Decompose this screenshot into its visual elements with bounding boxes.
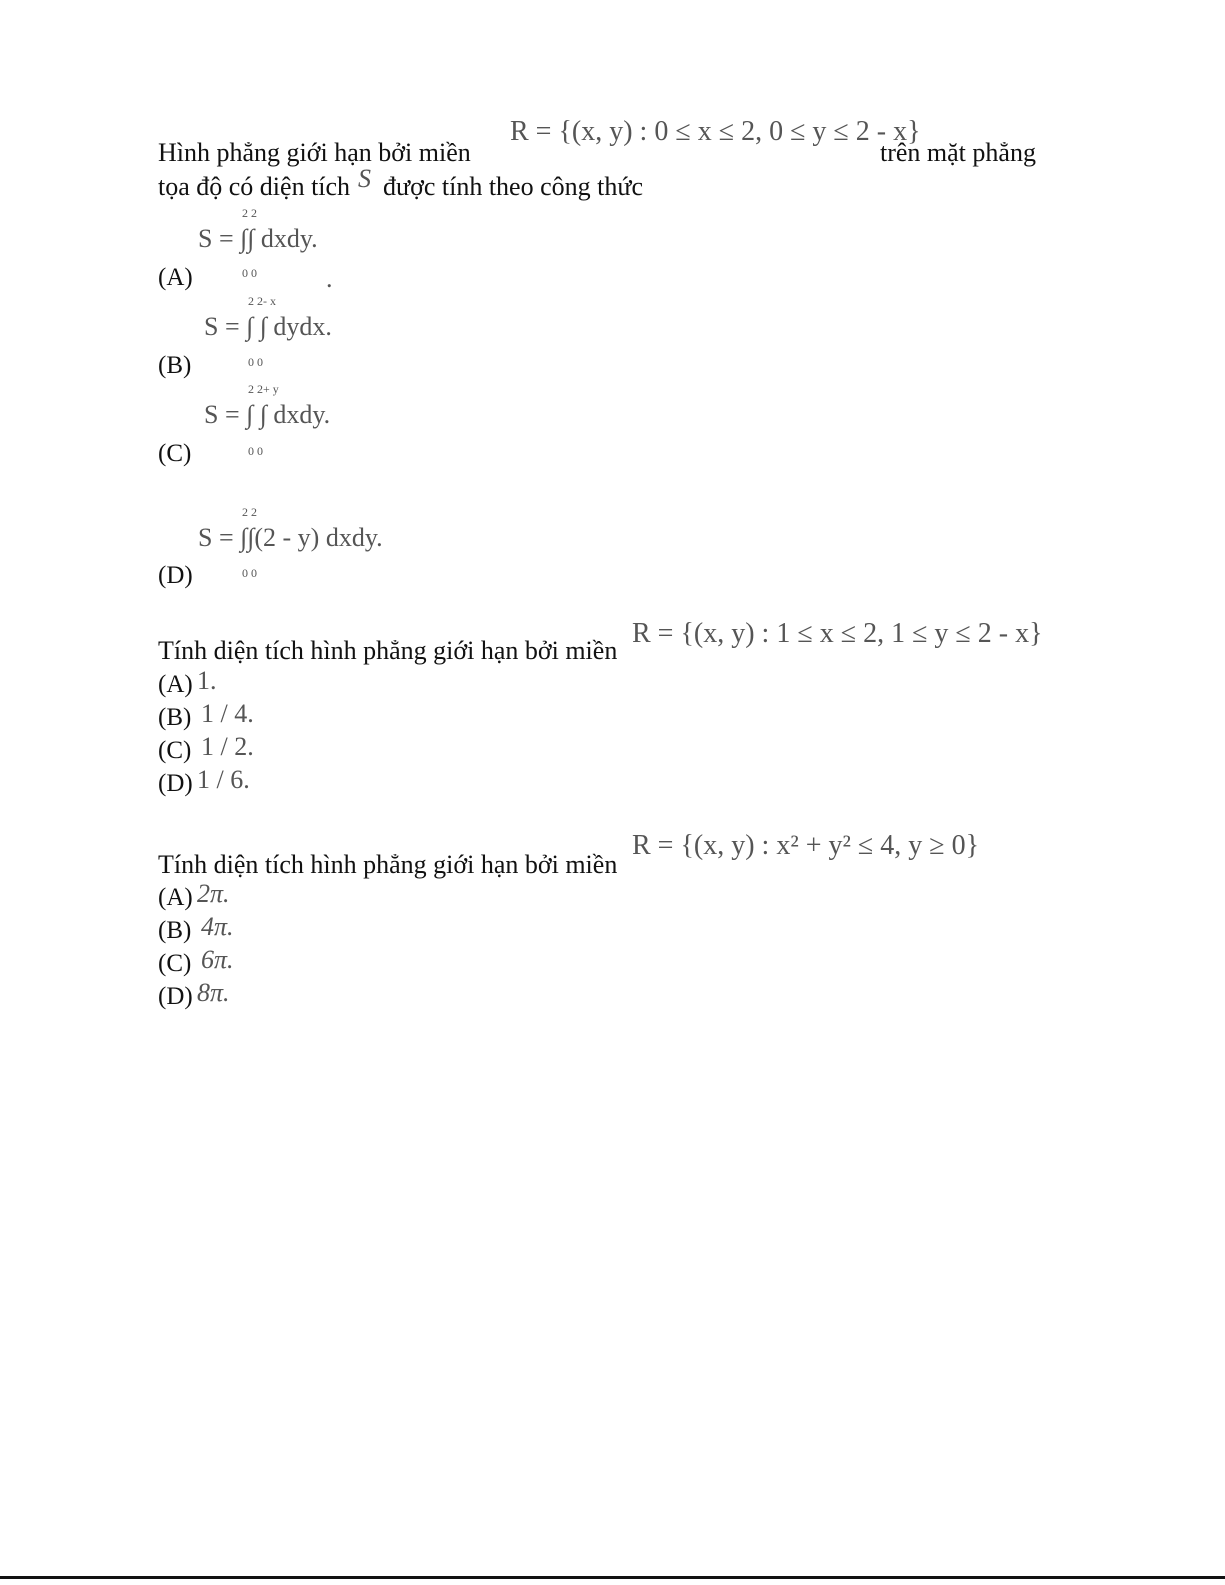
q1-option-d-formula: S = ∫∫(2 - y) dxdy. xyxy=(198,523,383,552)
q2-option-d-label: (D) xyxy=(158,770,193,797)
q1-option-d-label: (D) xyxy=(158,562,193,589)
q3-option-b-label: (B) xyxy=(158,917,192,944)
q1-option-c-lower-limits: 0 0 xyxy=(248,444,263,458)
q3-option-d-label: (D) xyxy=(158,983,193,1010)
q3-option-b-value: 4π. xyxy=(201,912,234,941)
q2-option-c-value: 1 / 2. xyxy=(201,732,254,761)
q1-symbol-s: S xyxy=(358,164,371,193)
q1-option-a-label: (A) xyxy=(158,264,193,291)
q2-option-a-value: 1. xyxy=(197,666,217,695)
q1-region: R = {(x, y) : 0 ≤ x ≤ 2, 0 ≤ y ≤ 2 - x} xyxy=(510,116,921,147)
q1-option-c-upper-limits: 2 2+ y xyxy=(248,382,279,396)
q1-line2-b: được tính theo công thức xyxy=(383,172,643,201)
q1-option-c-label: (C) xyxy=(158,440,192,467)
q1-option-b-formula: S = ∫ ∫ dydx. xyxy=(204,312,332,341)
q1-after-region: trên mặt phẳng xyxy=(880,138,1036,167)
q1-option-c-formula: S = ∫ ∫ dxdy. xyxy=(204,400,331,429)
q2-region: R = {(x, y) : 1 ≤ x ≤ 2, 1 ≤ y ≤ 2 - x} xyxy=(632,618,1043,649)
q3-option-c-value: 6π. xyxy=(201,945,234,974)
q3-region: R = {(x, y) : x² + y² ≤ 4, y ≥ 0} xyxy=(632,830,980,861)
q3-option-a-label: (A) xyxy=(158,884,193,911)
q1-option-d-lower-limits: 0 0 xyxy=(242,566,257,580)
q3-intro: Tính diện tích hình phẳng giới hạn bởi miền xyxy=(158,850,618,879)
q3-option-d-value: 8π. xyxy=(197,978,230,1007)
q1-line2-a: tọa độ có diện tích xyxy=(158,172,351,201)
q1-option-d-upper-limits: 2 2 xyxy=(242,505,257,519)
q2-option-a-label: (A) xyxy=(158,671,193,698)
q2-option-b-label: (B) xyxy=(158,704,192,731)
q2-intro: Tính diện tích hình phẳng giới hạn bởi miền xyxy=(158,636,618,665)
q1-option-b-upper-limits: 2 2- x xyxy=(248,294,276,308)
q1-option-a-lower-limits: 0 0 xyxy=(242,266,257,280)
q2-option-d-value: 1 / 6. xyxy=(197,765,250,794)
q3-option-a-value: 2π. xyxy=(197,879,230,908)
q1-option-a-trailing-dot: . xyxy=(326,264,333,293)
q3-option-c-label: (C) xyxy=(158,950,192,977)
q1-option-a-upper-limits: 2 2 xyxy=(242,206,257,220)
q1-option-b-lower-limits: 0 0 xyxy=(248,355,263,369)
q1-option-a-formula: S = ∫∫ dxdy. xyxy=(198,224,318,253)
page-bottom-border xyxy=(0,1576,1225,1579)
q2-option-c-label: (C) xyxy=(158,737,192,764)
q1-intro: Hình phẳng giới hạn bởi miền xyxy=(158,138,471,167)
q1-option-b-label: (B) xyxy=(158,352,192,379)
q2-option-b-value: 1 / 4. xyxy=(201,699,254,728)
